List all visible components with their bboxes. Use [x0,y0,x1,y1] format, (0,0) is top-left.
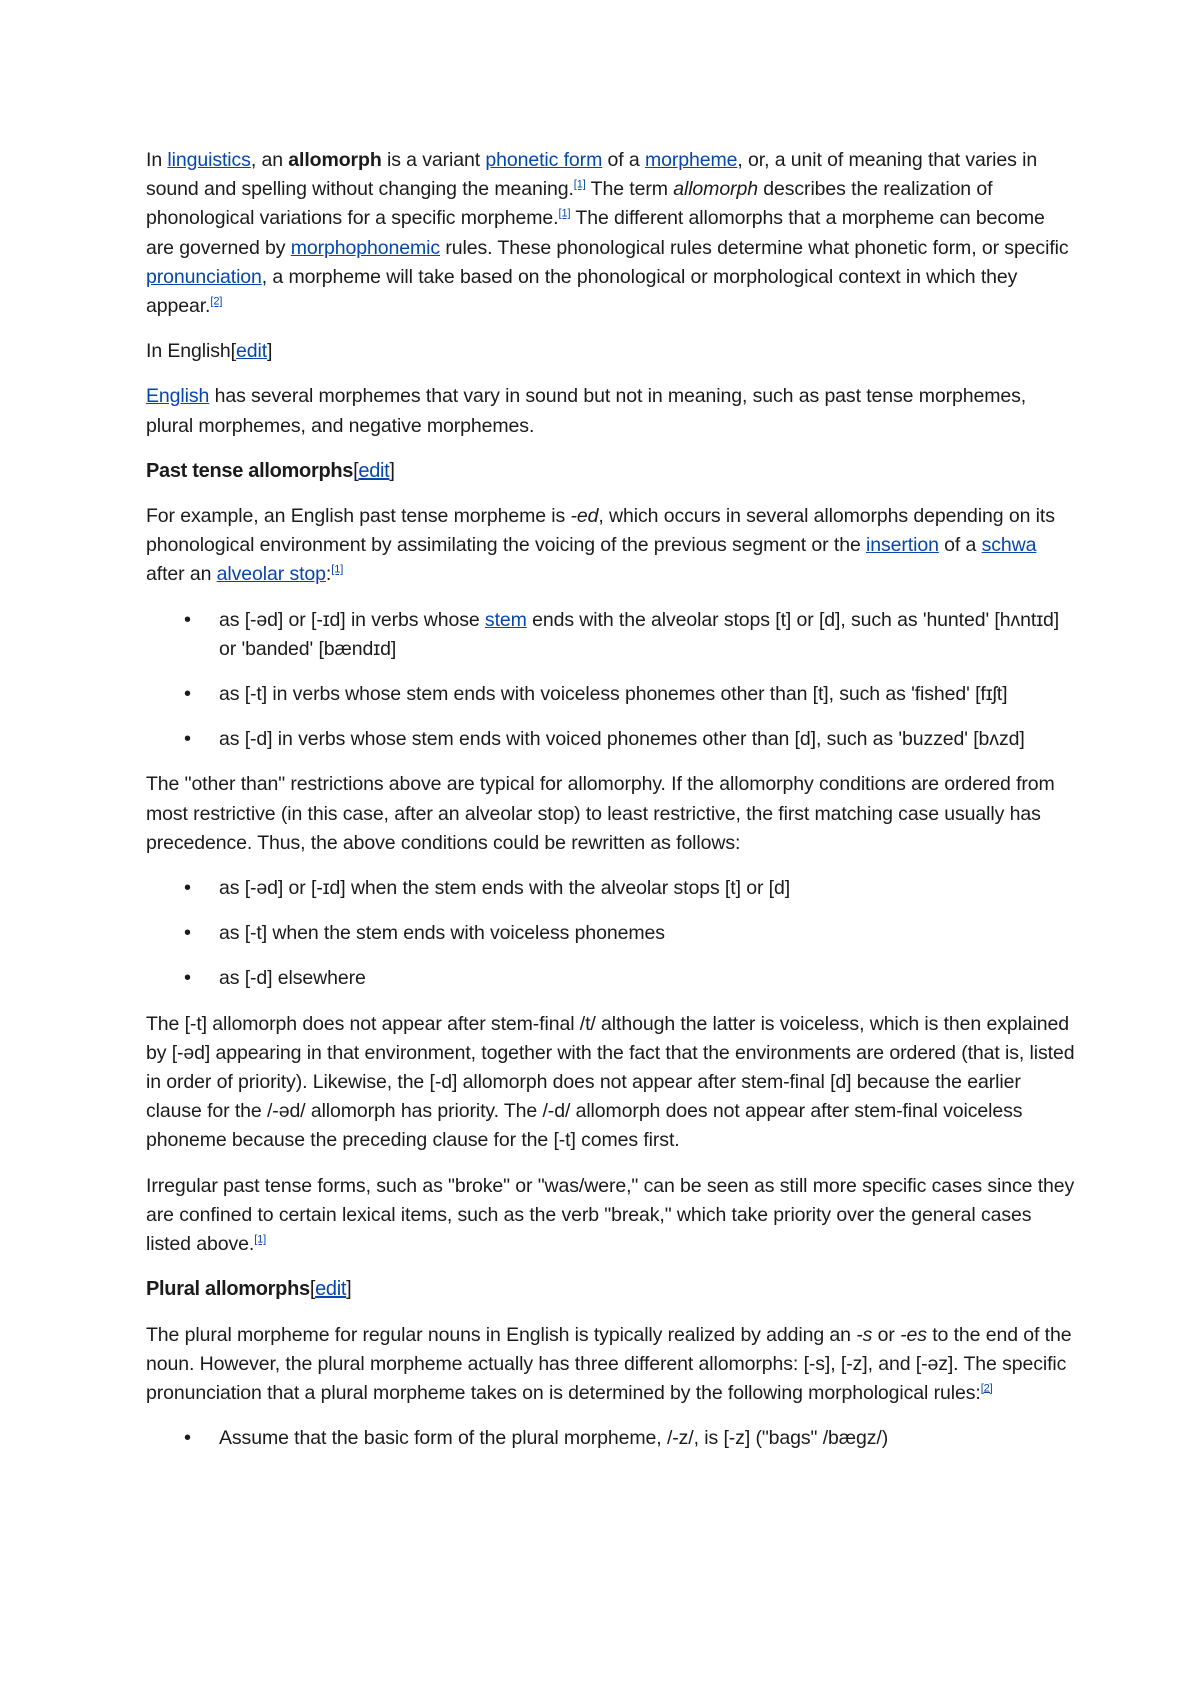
past-tense-paragraph-3: The [-t] allomorph does not appear after stem-final /t/ although the latter is voiceless, which is then explained by [-əd] appearing in that environment, together with the fact that the environments are ordered (that is, listed in order of priority). Likewise, the [-d] allomorph does not appear after stem-final [d] because the earlier clause for the /-əd/ allomorph has priority. The /-d/ allomorph does not appear after stem-final voiceless phoneme because the preceding clause for the [-t] comes first. [146,1012,1075,1152]
term-allomorph: allomorph [288,149,382,171]
list-item: • as [-t] in verbs whose stem ends with voiceless phonemes other than [t], such as 'fished' [fɪʃt] [146,680,1076,709]
list-item: • Assume that the basic form of the plural morpheme, /-z/, is [-z] ("bags" /bægz/) [146,1424,1076,1453]
link-morpheme[interactable]: morpheme [644,149,738,171]
plural-paragraph-1: The plural morpheme for regular nouns in English is typically realized by adding an -s or -es to the end of the noun. However, the plural morpheme actually has three different allomorphs: [-s], [-z], and [-əz]. The specific pronunciation that a plural morpheme takes on is determined by the following morphological rules:[2] [146,1323,1072,1404]
link-schwa[interactable]: schwa [981,534,1037,557]
link-english[interactable]: English [146,385,210,408]
edit-link[interactable]: edit [358,459,390,482]
link-morphophonemic[interactable]: morphophonemic [290,236,441,259]
reference-1[interactable]: [1] [254,1233,267,1246]
plural-list [146,1424,1076,1453]
link-insertion[interactable]: insertion [866,534,939,557]
english-paragraph: English has several morphemes that vary in sound but not in meaning, such as past tense morphemes, plural morphemes, and negative morphemes. [146,385,1027,437]
reference-1[interactable]: [1] [573,178,586,191]
intro-paragraph: In linguistics, an allomorph is a variant phonetic form of a morpheme, or, a unit of meaning that varies in sound and spelling without changing the meaning.[1] The term allomorph describes the realization of phonological variations for a specific morpheme.[1] The different allomorphs that a morpheme can become are governed by morphophonemic rules. These phonological rules determine what phonetic form, or specific pronunciation, a morpheme will take based on the phonological or morphological context in which they appear.[2] [146,149,1069,318]
list-item: • as [-d] in verbs whose stem ends with voiced phonemes other than [d], such as 'buzzed' [bʌzd] [146,725,1076,754]
reference-2[interactable]: [2] [980,1382,993,1395]
past-tense-list-1 [146,606,1076,755]
reference-2[interactable]: [2] [210,295,223,308]
link-phonetic-form[interactable]: phonetic form [485,149,603,171]
heading-past-tense-allomorphs: Past tense allomorphs[edit] [146,459,395,482]
past-tense-paragraph-1: For example, an English past tense morpheme is -ed, which occurs in several allomorphs depending on its phonological environment by assimilating the voicing of the previous segment or the insertion of a schwa after an alveolar stop:[1] [146,505,1055,586]
edit-link[interactable]: edit [315,1278,347,1301]
list-item: • as [-əd] or [-ɪd] when the stem ends with the alveolar stops [t] or [d] [146,874,1076,903]
past-tense-paragraph-4: Irregular past tense forms, such as "broke" or "was/were," can be seen as still more specific cases since they are confined to certain lexical items, such as the verb "break," which take priority over the general cases listed above.[1] [146,1174,1075,1256]
term-allomorph-italic: allomorph [673,178,758,201]
heading-plural-allomorphs: Plural allomorphs[edit] [146,1278,352,1301]
list-item: • as [-d] elsewhere [146,964,1076,993]
reference-1[interactable]: [1] [331,563,344,576]
past-tense-paragraph-2: The "other than" restrictions above are typical for allomorphy. If the allomorphy conditions are ordered from most restrictive (in this case, after an alveolar stop) to least restrictive, the first matching case usually has precedence. Thus, the above conditions could be rewritten as follows: [146,773,1055,854]
link-stem[interactable]: stem [484,608,527,631]
edit-link[interactable]: edit [235,340,268,363]
list-item: • as [-t] when the stem ends with voiceless phonemes [146,919,1076,948]
link-pronunciation[interactable]: pronunciation [146,265,262,288]
list-item: • as [-əd] or [-ɪd] in verbs whose stem ends with the alveolar stops [t] or [d], such as 'hunted' [hʌntɪd] or 'banded' [bændɪd] [146,606,1076,664]
article-body [146,146,1076,1469]
heading-in-english: In English[edit] [146,340,273,363]
link-alveolar-stop[interactable]: alveolar stop [216,563,326,586]
reference-1[interactable]: [1] [558,207,571,220]
link-linguistics[interactable]: linguistics [167,149,251,171]
past-tense-list-2 [146,874,1076,994]
